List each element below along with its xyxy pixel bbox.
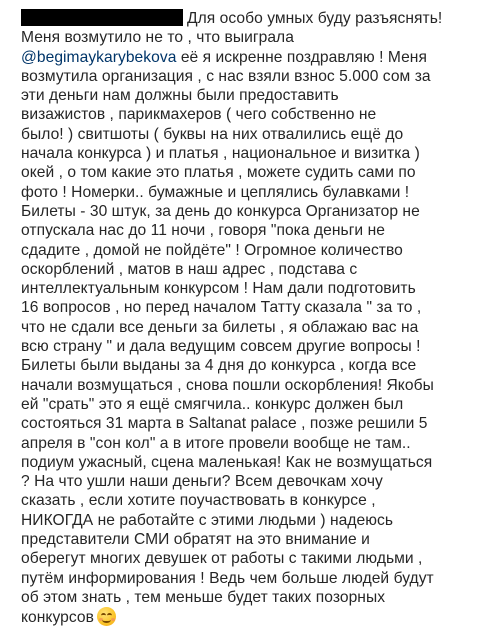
user-mention-link[interactable]: @begimaykarybekova [21, 48, 177, 66]
comment-line: сдадите , домой не пойдёте" ! Огромное количество [21, 241, 403, 259]
comment-line: об этом знать , тем меньше будет таких позорных [21, 588, 386, 606]
comment-line: путём информирования ! Ведь чем больше людей будут [21, 569, 434, 587]
comment-line: возмутила организация , с нас взяли взнос 5.000 сом за [21, 67, 431, 85]
comment-line: состояться 31 марта в Saltanat palace , позже решили 5 [21, 415, 428, 433]
comment-line: начали возмущаться , снова пошли оскорбления! Якобы [21, 376, 434, 394]
comment-line: 16 вопросов , но перед началом Татту сказала " за то , [21, 299, 422, 317]
comment-line: Билеты были выданы за 4 дня до конкурса , когда все [21, 357, 417, 375]
comment-line-text: её я искренне поздравляю ! Меня [180, 48, 427, 66]
comment-line-text: конкурсов [21, 609, 94, 627]
comment-line: Меня возмутило не то , что выиграла [21, 29, 294, 47]
comment-line: отпускала нас до 11 ночи , говоря "пока деньги не [21, 222, 385, 240]
comment-line: оскорблений , матов в наш адрес , подстава с [21, 260, 358, 278]
comment-line: обeрегут многих девушек от работы с такими людьми , [21, 550, 423, 568]
comment-text [21, 9, 477, 627]
comment-line: Билеты - 30 штук, за день до конкурса Организатор не [21, 202, 420, 220]
redacted-username [21, 9, 183, 26]
comment-line: представители СМИ обратят на это внимание и [21, 531, 370, 549]
comment-line: эти деньги нам должны были предоставить [21, 87, 339, 105]
comment-line: начала конкурса ) и платья , национальное и визитка ) [21, 145, 420, 163]
smiling-face-icon [97, 607, 116, 626]
comment-line [21, 48, 477, 67]
comment-line [21, 9, 477, 28]
comment-line: всю страну " и дала ведущим совсем другие вопросы ! [21, 338, 421, 356]
comment-line: подиум ужасный, сцена маленькая! Как не возмущаться [21, 453, 433, 471]
comment-line: НИКОГДА не работайте с этими людьми ) надеюсь [21, 511, 393, 529]
comment-line-text: Для особо умных буду разъяснять! [187, 10, 443, 27]
comment-line: апреля в "сон кол" а в итоге провели вообще не там.. [21, 434, 411, 452]
comment-line: визажистов , парикмахеров ( чего собственно не [21, 106, 377, 124]
comment-line: было! ) свитшоты ( буквы на них отвалились ещё до [21, 125, 404, 143]
comment-line [21, 607, 477, 626]
comment-line: ей "срать" это я ещё смягчила.. конкурс должен был [21, 395, 404, 413]
comment-line: сказать , если хотите поучаствовать в конкурсе , [21, 492, 376, 510]
comment-line: интеллектуальным конкурсом ! Нам дали подготовить [21, 280, 416, 298]
comment-line: фото ! Номерки.. бумажные и цеплялись булавками ! [21, 183, 410, 201]
comment-line: что не сдали все деньги за билеты , я облажаю вас на [21, 318, 419, 336]
comment-line: окей , о том какие это платья , можете судить сами по [21, 164, 416, 182]
comment-line: ? На что ушли наши деньги? Всем девочкам хочу [21, 473, 383, 491]
